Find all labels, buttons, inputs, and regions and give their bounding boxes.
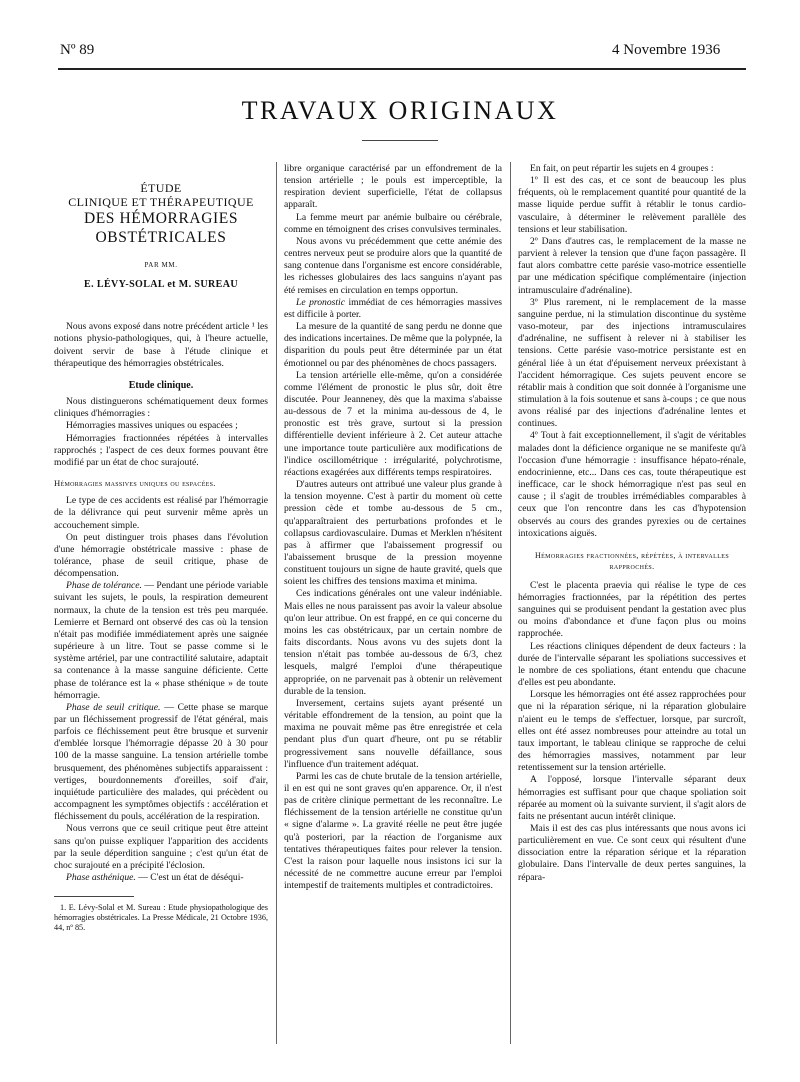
article-title-line4: OBSTÉTRICALES bbox=[95, 229, 227, 246]
column-divider-2 bbox=[510, 162, 511, 1044]
paragraph: La femme meurt par anémie bulbaire ou cérébrale, comme en témoignent des crises convulsives terminales. bbox=[284, 211, 502, 235]
article-title-line1: ÉTUDE bbox=[140, 181, 182, 195]
paragraph bbox=[54, 872, 268, 884]
paragraph: La mesure de la quantité de sang perdu ne donne que des indications incertaines. De même que la polypnée, la disparition du pouls peut être déterminée par un état émotionnel ou par des phénomènes de chocs passagers. bbox=[284, 321, 502, 369]
lead-text: Phase de tolérance. bbox=[66, 580, 142, 592]
lead-text: Phase de seuil critique. bbox=[66, 701, 161, 713]
column-divider-1 bbox=[276, 162, 277, 1044]
paragraph: 2º Dans d'autres cas, le remplacement de la masse ne parvient à relever la tension que d'une façon passagère. Il faut alors combattre cette parésie vaso-motrice essentielle par une médication spécifique complémentaire (injection intramusculaire d'adrénaline). bbox=[518, 235, 746, 296]
footnote-rule bbox=[54, 896, 134, 897]
column-2 bbox=[284, 163, 502, 892]
paragraph: libre organique caractérisé par un effondrement de la tension artérielle ; le pouls est imperceptible, la respiration devient superficielle, l'état de collapsus apparaît. bbox=[284, 163, 502, 211]
paragraph: Ces indications générales ont une valeur indéniable. Mais elles ne nous paraissent pas avoir la valeur absolue qu'on leur attribue. On est frappé, en ce qui concerne du moins les cas obstétricaux, par un certain nombre de faits discordants. Nous avons vu des sujets dont la tension n'était pas tombée au-dessous de 6/3, chez lesquels, malgré l'emploi d'une thérapeutique appropriée, on ne parvenait pas à obtenir un relèvement durable de la tension. bbox=[284, 588, 502, 697]
paragraph: Nous distinguerons schématiquement deux formes cliniques d'hémorragies : bbox=[54, 396, 268, 420]
subheading: Hémorragies fractionnées, répétées, à intervalles rapprochés. bbox=[534, 550, 730, 571]
subheading: Hémorragies massives uniques ou espacées. bbox=[54, 478, 216, 489]
article-authors: E. LÉVY-SOLAL et M. SUREAU bbox=[84, 279, 238, 291]
paragraph: En fait, on peut répartir les sujets en 4 groupes : bbox=[530, 163, 714, 174]
paragraph: 1º Il est des cas, et ce sont de beaucoup les plus fréquents, où le remplacement quantité pour quantité de la masse liquide perdue suffit à rétablir le tonus cardio-vasculaire, à déterminer le relèvement parallèle des tensions et leur stabilisation. bbox=[518, 175, 746, 235]
paragraph: Les réactions cliniques dépendent de deux facteurs : la durée de l'intervalle séparant les spoliations successives et le nombre de ces spoliations, étant entendu que chacune d'elles est peu abondante. bbox=[518, 640, 746, 689]
paragraph: Nous verrons que ce seuil critique peut être atteint sans qu'on puisse expliquer l'apparition des accidents par la seule déperdition sanguine ; c'est qu'un état de choc surajouté en a précipité l'éclosion. bbox=[54, 823, 268, 871]
paragraph: D'autres auteurs ont attribué une valeur plus grande à la tension moyenne. C'est à partir du moment où cette pression cède et tombe au-dessous de 5 cm., qu'apparaîtraient des perturbations profondes et le collapsus cardiovasculaire. Dumas et Merklen n'hésitent pas à affirmer que l'abaissement progressif ou l'abaissement brusque de la pression moyenne constituent toujours un signe de haute gravité, quels que soient les chiffres des tensions maxima et minima. bbox=[284, 479, 502, 588]
subheading: Etude clinique. bbox=[128, 379, 194, 391]
article-title-block bbox=[54, 181, 268, 291]
paragraph-text: immédiat de ces hémorragies massives est difficile à porter. bbox=[284, 296, 502, 320]
column-1 bbox=[54, 163, 268, 933]
article-title-line3: DES HÉMORRAGIES bbox=[83, 210, 239, 227]
paragraph-text: — Pendant une période variable suivant les sujets, le pouls, la respiration demeurent normaux, la chute de la tension est très peu marquée. Lemierre et Bernard ont observé des cas où la tension n'était pas modifiée immédiatement après une saignée supérieure à un litre. Tout se passe comme si le système artériel, par une contractilité salutaire, adaptait sa contenance à la masse sanguine déficiente. Cette phase de tolérance est la « phase sthénique » de toute hémorragie. bbox=[54, 580, 268, 701]
paragraph bbox=[54, 580, 268, 702]
paragraph: Nous avons exposé dans notre précédent article ¹ les notions physio-pathologiques, qui, à l'heure actuelle, doivent servir de base à l'étude clinique et thérapeutique des hémorragies obstétricales. bbox=[54, 321, 268, 369]
title-rule bbox=[362, 140, 438, 141]
paragraph: La tension artérielle elle-même, qu'on a considérée comme l'élément de pronostic le plus sûr, doit être discutée. Pour Jeanneney, dès que la maxima s'abaisse au-dessous de 7 et la minima au-dessous de 4, le pronostic est très grave, surtout si la pression différentielle devient inférieure à 2. Cet auteur attache une importance toute particulière aux modifications de l'indice oscillométrique : irrégularité, polychrotisme, réactions exagérées aux différents temps respiratoires. bbox=[284, 369, 502, 478]
paragraph: Le type de ces accidents est réalisé par l'hémorragie de la délivrance qui peut survenir même après un accouchement simple. bbox=[54, 495, 268, 531]
paragraph: Parmi les cas de chute brutale de la tension artérielle, il en est qui ne sont graves qu'en apparence. Or, il n'est pas de critère clinique permettant de les reconnaître. Le fléchissement de la tension artérielle ne constitue qu'un « signe d'alarme ». La gravité réelle ne peut être jugée qu'à posteriori, par la réaction de l'organisme aux tentatives thérapeutiques faites pour relever la tension. C'est la raison pour laquelle nous insistons ici sur la nécessité de ne commettre aucune erreur par l'emploi intempestif de traitements multiples et contradictoires. bbox=[284, 770, 502, 892]
paragraph: Nous avons vu précédemment que cette anémie des centres nerveux peut se produire alors que la quantité de sang contenue dans l'organisme est encore considérable, les richesses globulaires des lacs sanguins n'ayant pas été remises en circulation en temps opportun. bbox=[284, 235, 502, 296]
paragraph: Inversement, certains sujets ayant présenté un véritable effondrement de la tension, au point que la maxima ne pouvait même pas être enregistrée et cela pendant plus d'un quart d'heure, ont pu se rétablir progressivement sans nouvelle défaillance, sous l'influence d'un traitement adéquat. bbox=[284, 697, 502, 770]
paragraph: Mais il est des cas plus intéressants que nous avons ici particulièrement en vue. Ce sont ceux qui résultent d'une dissociation entre la réparation sérique et la réparation globulaire. Dans l'intervalle de deux pertes sanguines, la répara- bbox=[518, 822, 746, 883]
section-title: TRAVAUX ORIGINAUX bbox=[241, 96, 559, 125]
paragraph: A l'opposé, lorsque l'intervalle séparant deux hémorragies est suffisant pour que chaque spoliation soit réparée au moment où la suivante survient, il s'agit alors de faits ne présentant aucun intérêt clinique. bbox=[518, 774, 746, 822]
lead-text: Phase asthénique. bbox=[66, 872, 136, 884]
paragraph bbox=[284, 297, 502, 321]
paragraph: Hémorragies fractionnées répétées à intervalles rapprochés ; l'aspect de ces deux formes pouvant être modifié par un état de choc surajouté. bbox=[54, 432, 268, 468]
paragraph: 3º Plus rarement, ni le remplacement de la masse sanguine perdue, ni la stimulation discontinue du système vaso-moteur, par des injections intramusculaires d'adrénaline, ne suffisent à relever ni à stabiliser les tensions. Cette parésie vaso-motrice persistante est en général liée à un état d'épuisement nerveux préexistant à l'accident hémorragique. Ces sujets peuvent encore se rétablir mais à condition que soit donnée à l'organisme une stimulation à la fois soutenue et sans à-coups ; ce que nous avons réalisé par des injections d'adrénaline lentes et continues. bbox=[518, 296, 746, 430]
lead-text: Le pronostic bbox=[296, 296, 345, 308]
issue-date: 4 Novembre 1936 bbox=[612, 42, 721, 58]
footnote: 1. E. Lévy-Solal et M. Sureau : Etude physiopathologique des hémorragies obstétricales. La Presse Médicale, 21 Octobre 1936, 44, nº 85. bbox=[54, 903, 268, 933]
article-byline-par: PAR MM. bbox=[144, 261, 178, 269]
paragraph: 4º Tout à fait exceptionnellement, il s'agit de véritables malades dont la déficience organique ne se manifeste qu'à l'occasion d'une hémorragie : insuffisance hépato-rénale, endocrinienne, etc... Dans ces cas, toute thérapeutique est inefficace, car le shock hémorragique n'est pas seul en cause ; il s'agit de troubles irrémédiables comparables à ceux que l'on rencontre dans les cas d'hypotension observés au cours des grandes pyrexies ou de certaines intoxications aiguës. bbox=[518, 430, 746, 539]
header-rule bbox=[58, 68, 746, 70]
paragraph: On peut distinguer trois phases dans l'évolution d'une hémorragie obstétricale massive : phase de tolérance, phase de seuil critique, phase de décompensation. bbox=[54, 531, 268, 580]
paragraph: Hémorragies massives uniques ou espacées ; bbox=[66, 420, 238, 432]
paragraph: C'est le placenta praevia qui réalise le type de ces hémorragies fractionnées, par la répétition des pertes sanguines qui se produisent pendant la gestation avec plus ou moins d'abondance et d'une façon plus ou moins rapprochée. bbox=[518, 579, 746, 640]
paragraph bbox=[54, 702, 268, 824]
paragraph-text: — C'est un état de déséqui- bbox=[135, 872, 244, 884]
paragraph: Lorsque les hémorragies ont été assez rapprochées pour que ni la réparation sérique, ni la réparation globulaire n'aient eu le temps de s'effectuer, lorsque, par surcroît, elles ont été assez nombreuses pour atteindre au total un taux important, le tableau clinique se rapproche de celui des hémorragies massives, notamment par leur retentissement sur la tension artérielle. bbox=[518, 689, 746, 774]
column-3 bbox=[518, 163, 746, 884]
article-title-line2: CLINIQUE ET THÉRAPEUTIQUE bbox=[68, 195, 254, 209]
paragraph-text: — Cette phase se marque par un fléchissement progressif de l'état général, mais parfois ce fléchissement peut être brusque et survenir d'emblée lorsque l'hémorragie dépasse 20 à 30 pour 100 de la masse sanguine. La tension artérielle tombe brusquement, des phénomènes subjectifs apparaissent : vertiges, bourdonnements d'oreilles, soif d'air, inquiétude particulière des malades, qui précèdent ou accompagnent les symptômes objectifs : accélération et fléchissement du pouls, accélération de la respiration. bbox=[54, 701, 268, 823]
issue-number: Nº 89 bbox=[60, 42, 95, 58]
